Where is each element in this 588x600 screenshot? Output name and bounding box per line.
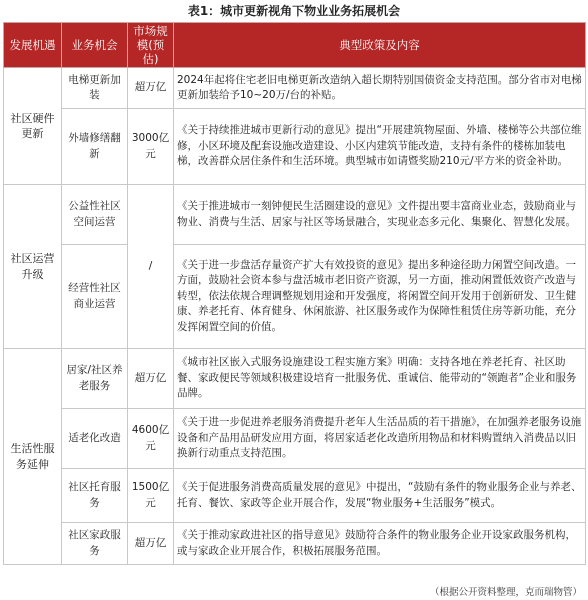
header-policy: 典型政策及内容 (174, 23, 586, 68)
market-cell: 1500亿元 (128, 469, 174, 523)
market-cell: 4600亿元 (128, 409, 174, 469)
header-business-opportunity: 业务机会 (62, 23, 128, 68)
header-development-opportunity: 发展机遇 (4, 23, 62, 68)
table-title: 表1：城市更新视角下物业业务拓展机会 (187, 4, 401, 18)
category-cell: 生活性服务延伸 (4, 349, 62, 565)
market-cell: 3000亿元 (128, 109, 174, 185)
market-cell: 超万亿 (128, 68, 174, 109)
policy-cell: 《关于促进服务消费高质量发展的意见》中提出，“鼓励有条件的物业服务企业与养老、托育、餐饮、家政等企业开展合作，发展“物业服务+生活服务”模式。 (174, 469, 586, 523)
policy-cell: 《城市社区嵌入式服务设施建设工程实施方案》明确：支持各地在养老托育、社区助餐、家政便民等领域积极建设培育一批服务优、重诚信、能带动的“领跑者”企业和服务品牌。 (174, 349, 586, 409)
table-row (4, 523, 586, 565)
table-row (4, 245, 586, 349)
market-cell: 超万亿 (128, 523, 174, 565)
table-row (4, 469, 586, 523)
business-cell: 适老化改造 (62, 409, 128, 469)
policy-cell: 《关于推进城市一刻钟便民生活圈建设的意见》文件提出要丰富商业业态，鼓励商业与物业、消费与生活、居家与社区等场景融合，实现业态多元化、集聚化、智慧化发展。 (174, 185, 586, 245)
table-row (4, 349, 586, 409)
table-row (4, 68, 586, 109)
source-note: （根据公开资料整理，克而瑞物管） (429, 587, 582, 598)
business-cell: 居家/社区养老服务 (62, 349, 128, 409)
table-row (4, 185, 586, 245)
business-cell: 外墙修缮翻新 (62, 109, 128, 185)
business-cell: 社区托育服务 (62, 469, 128, 523)
policy-cell: 《关于推动家政进社区的指导意见》鼓励符合条件的物业服务企业开设家政服务机构，或与家政企业开展合作，积极拓展服务范围。 (174, 523, 586, 565)
market-cell: / (128, 185, 174, 349)
business-cell: 经营性社区商业运营 (62, 245, 128, 349)
opportunity-table (3, 22, 586, 565)
header-market-size: 市场规模(预估) (128, 23, 174, 68)
policy-cell: 《关于进一步促进养老服务消费提升老年人生活品质的若干措施》，在加强养老服务设施设备和产品用品研发应用方面，将居家适老化改造所用物品和材料购置纳入消费品以旧换新行动重点支持范围。 (174, 409, 586, 469)
policy-cell: 2024年起将住宅老旧电梯更新改造纳入超长期特别国债资金支持范围。部分省市对电梯更新加装给予10~20万/台的补贴。 (174, 68, 586, 109)
business-cell: 公益性社区空间运营 (62, 185, 128, 245)
category-cell: 社区运营升级 (4, 185, 62, 349)
table-row (4, 409, 586, 469)
market-cell: 超万亿 (128, 349, 174, 409)
table-row (4, 109, 586, 185)
policy-cell: 《关于进一步盘活存量资产扩大有效投资的意见》提出多种途径助力闲置空间改造。一方面，鼓励社会资本参与盘活城市老旧资产资源，另一方面，推动闲置低效资产改造与转型，依法依规合理调整规划用途和开发强度，将闲置空间开发用于创新研发、卫生健康、养老托育、体育健身、休闲旅游、社区服务或作为保障性租赁住房等新功能，充分发挥闲置空间的价值。 (174, 245, 586, 349)
business-cell: 社区家政服务 (62, 523, 128, 565)
business-cell: 电梯更新加装 (62, 68, 128, 109)
category-cell: 社区硬件更新 (4, 68, 62, 185)
policy-cell: 《关于持续推进城市更新行动的意见》提出“开展建筑物屋面、外墙、楼梯等公共部位维修，小区环境及配套设施改造建设、小区内建筑节能改造，支持有条件的楼栋加装电梯，改善群众居住条件和生活环境。典型城市如请暨奖励210元/平方米的资金补助。 (174, 109, 586, 185)
